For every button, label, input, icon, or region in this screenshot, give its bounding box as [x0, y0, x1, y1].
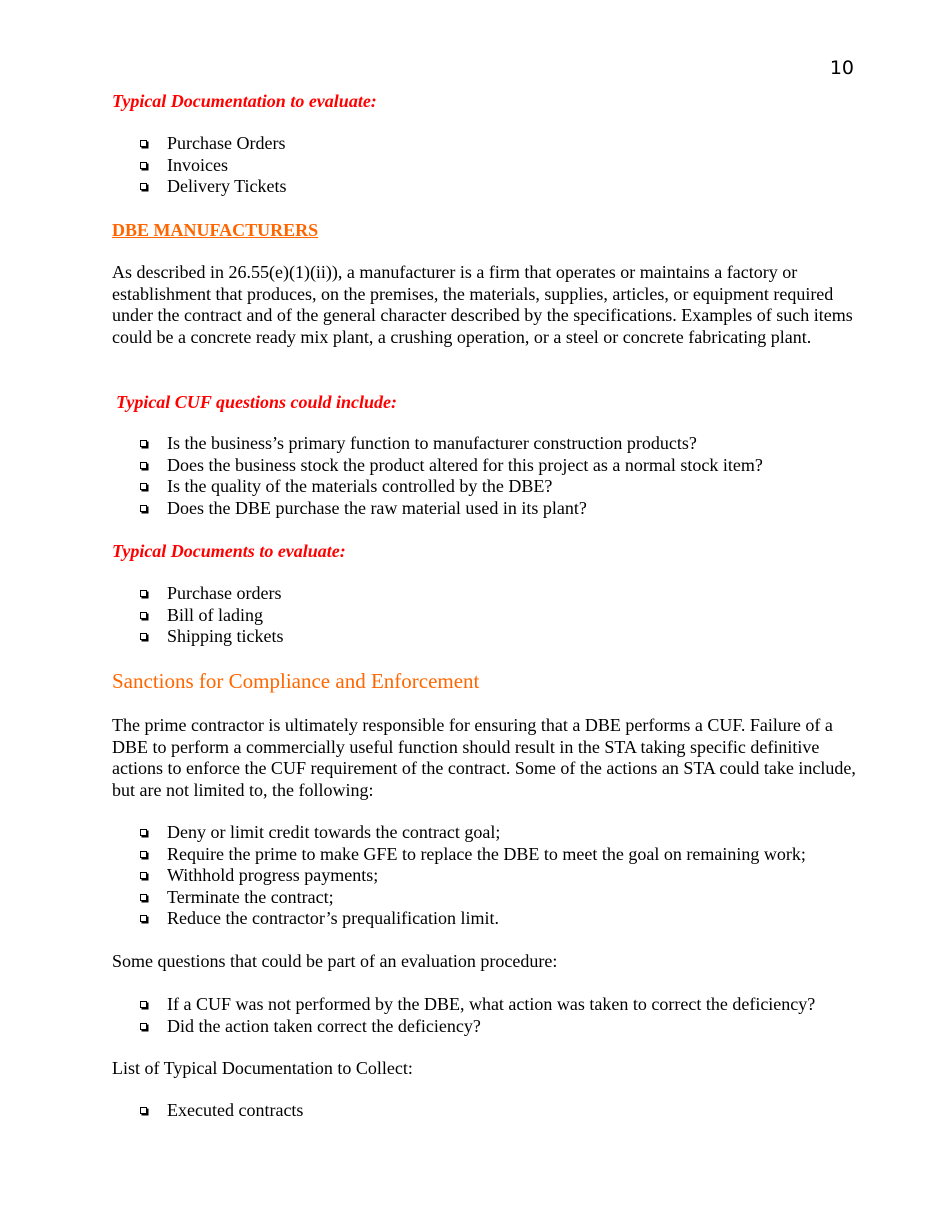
sanctions-actions-list: [138, 822, 806, 930]
list-item: [138, 176, 287, 198]
checkbox-bullet-icon: [140, 612, 147, 619]
list-item-text: Is the business’s primary function to manufacturer construction products?: [167, 433, 697, 453]
list-item: [138, 583, 284, 605]
checkbox-bullet-icon: [140, 851, 147, 858]
checkbox-bullet-icon: [140, 829, 147, 836]
list-item-text: Deny or limit credit towards the contract goal;: [167, 822, 501, 842]
cuf-questions-list: [138, 433, 763, 519]
cuf-questions-heading: Typical CUF questions could include:: [116, 392, 398, 412]
list-item-text: Shipping tickets: [167, 626, 284, 646]
evaluation-questions-intro: Some questions that could be part of an evaluation procedure:: [112, 951, 558, 971]
page-number: 10: [829, 57, 854, 79]
list-item: [138, 994, 815, 1016]
list-item: [138, 476, 763, 498]
list-item-text: Terminate the contract;: [167, 886, 334, 907]
checkbox-bullet-icon: [140, 633, 147, 640]
list-item: [138, 455, 763, 477]
list-item-text: Executed contracts: [167, 1100, 304, 1120]
list-item: [138, 844, 806, 866]
checkbox-bullet-icon: [140, 915, 147, 922]
evaluation-questions-list: [138, 994, 815, 1037]
documentation-collect-intro: List of Typical Documentation to Collect:: [112, 1058, 413, 1078]
checkbox-bullet-icon: [140, 505, 147, 512]
sanctions-paragraph: The prime contractor is ultimately responsible for ensuring that a DBE performs a CUF. Failure of a DBE to perform a commercially useful function should result in the STA taking specific definitive actions to enforce the CUF requirement of the contract. Some of the actions an STA could take include, but are not limited to, the following:: [112, 715, 856, 800]
checkbox-bullet-icon: [140, 140, 147, 147]
list-item-text: Invoices: [167, 154, 228, 175]
checkbox-bullet-icon: [140, 872, 147, 879]
list-item-text: Require the prime to make GFE to replace the DBE to meet the goal on remaining work;: [167, 843, 806, 864]
checkbox-bullet-icon: [140, 1001, 147, 1008]
list-item-text: Purchase Orders: [167, 133, 286, 153]
list-item: [138, 908, 806, 930]
list-item-text: Reduce the contractor’s prequalification limit.: [167, 908, 500, 928]
list-item-text: Is the quality of the materials controlled by the DBE?: [167, 476, 553, 496]
list-item: [138, 822, 806, 844]
checkbox-bullet-icon: [140, 162, 147, 169]
typical-documents-heading: Typical Documents to evaluate:: [112, 541, 346, 561]
list-item-text: Does the DBE purchase the raw material used in its plant?: [167, 497, 587, 518]
checkbox-bullet-icon: [140, 462, 147, 469]
checkbox-bullet-icon: [140, 440, 147, 447]
list-item-text: Bill of lading: [167, 604, 263, 625]
checkbox-bullet-icon: [140, 1107, 147, 1114]
list-item: [138, 605, 284, 627]
list-item: [138, 626, 284, 648]
list-item: [138, 1100, 303, 1122]
typical-documentation-heading: Typical Documentation to evaluate:: [112, 91, 377, 111]
documents-list: [138, 583, 284, 648]
list-item: [138, 865, 806, 887]
list-item: [138, 887, 806, 909]
checkbox-bullet-icon: [140, 1023, 147, 1030]
dbe-manufacturers-heading: DBE MANUFACTURERS: [112, 220, 319, 240]
manufacturers-paragraph: As described in 26.55(e)(1)(ii)), a manufacturer is a firm that operates or maintains a factory or establishment that produces, on the premises, the materials, supplies, articles, or equipment required under the contract and of the general character described by the specifications. Examples of such items could be a concrete ready mix plant, a crushing operation, or a steel or concrete fabricating plant.: [112, 262, 853, 347]
list-item-text: Delivery Tickets: [167, 176, 287, 196]
sanctions-heading: Sanctions for Compliance and Enforcement: [112, 669, 480, 693]
list-item-text: Did the action taken correct the deficiency?: [167, 1015, 481, 1036]
list-item-text: Does the business stock the product altered for this project as a normal stock item?: [167, 454, 763, 475]
list-item-text: Purchase orders: [167, 583, 282, 603]
documentation-list: [138, 133, 287, 198]
list-item-text: Withhold progress payments;: [167, 865, 379, 885]
checkbox-bullet-icon: [140, 894, 147, 901]
checkbox-bullet-icon: [140, 590, 147, 597]
list-item: [138, 155, 287, 177]
documentation-collect-list: [138, 1100, 303, 1122]
list-item-text: If a CUF was not performed by the DBE, what action was taken to correct the deficiency?: [167, 994, 816, 1014]
list-item: [138, 498, 763, 520]
checkbox-bullet-icon: [140, 183, 147, 190]
list-item: [138, 133, 287, 155]
list-item: [138, 433, 763, 455]
list-item: [138, 1016, 815, 1038]
checkbox-bullet-icon: [140, 483, 147, 490]
